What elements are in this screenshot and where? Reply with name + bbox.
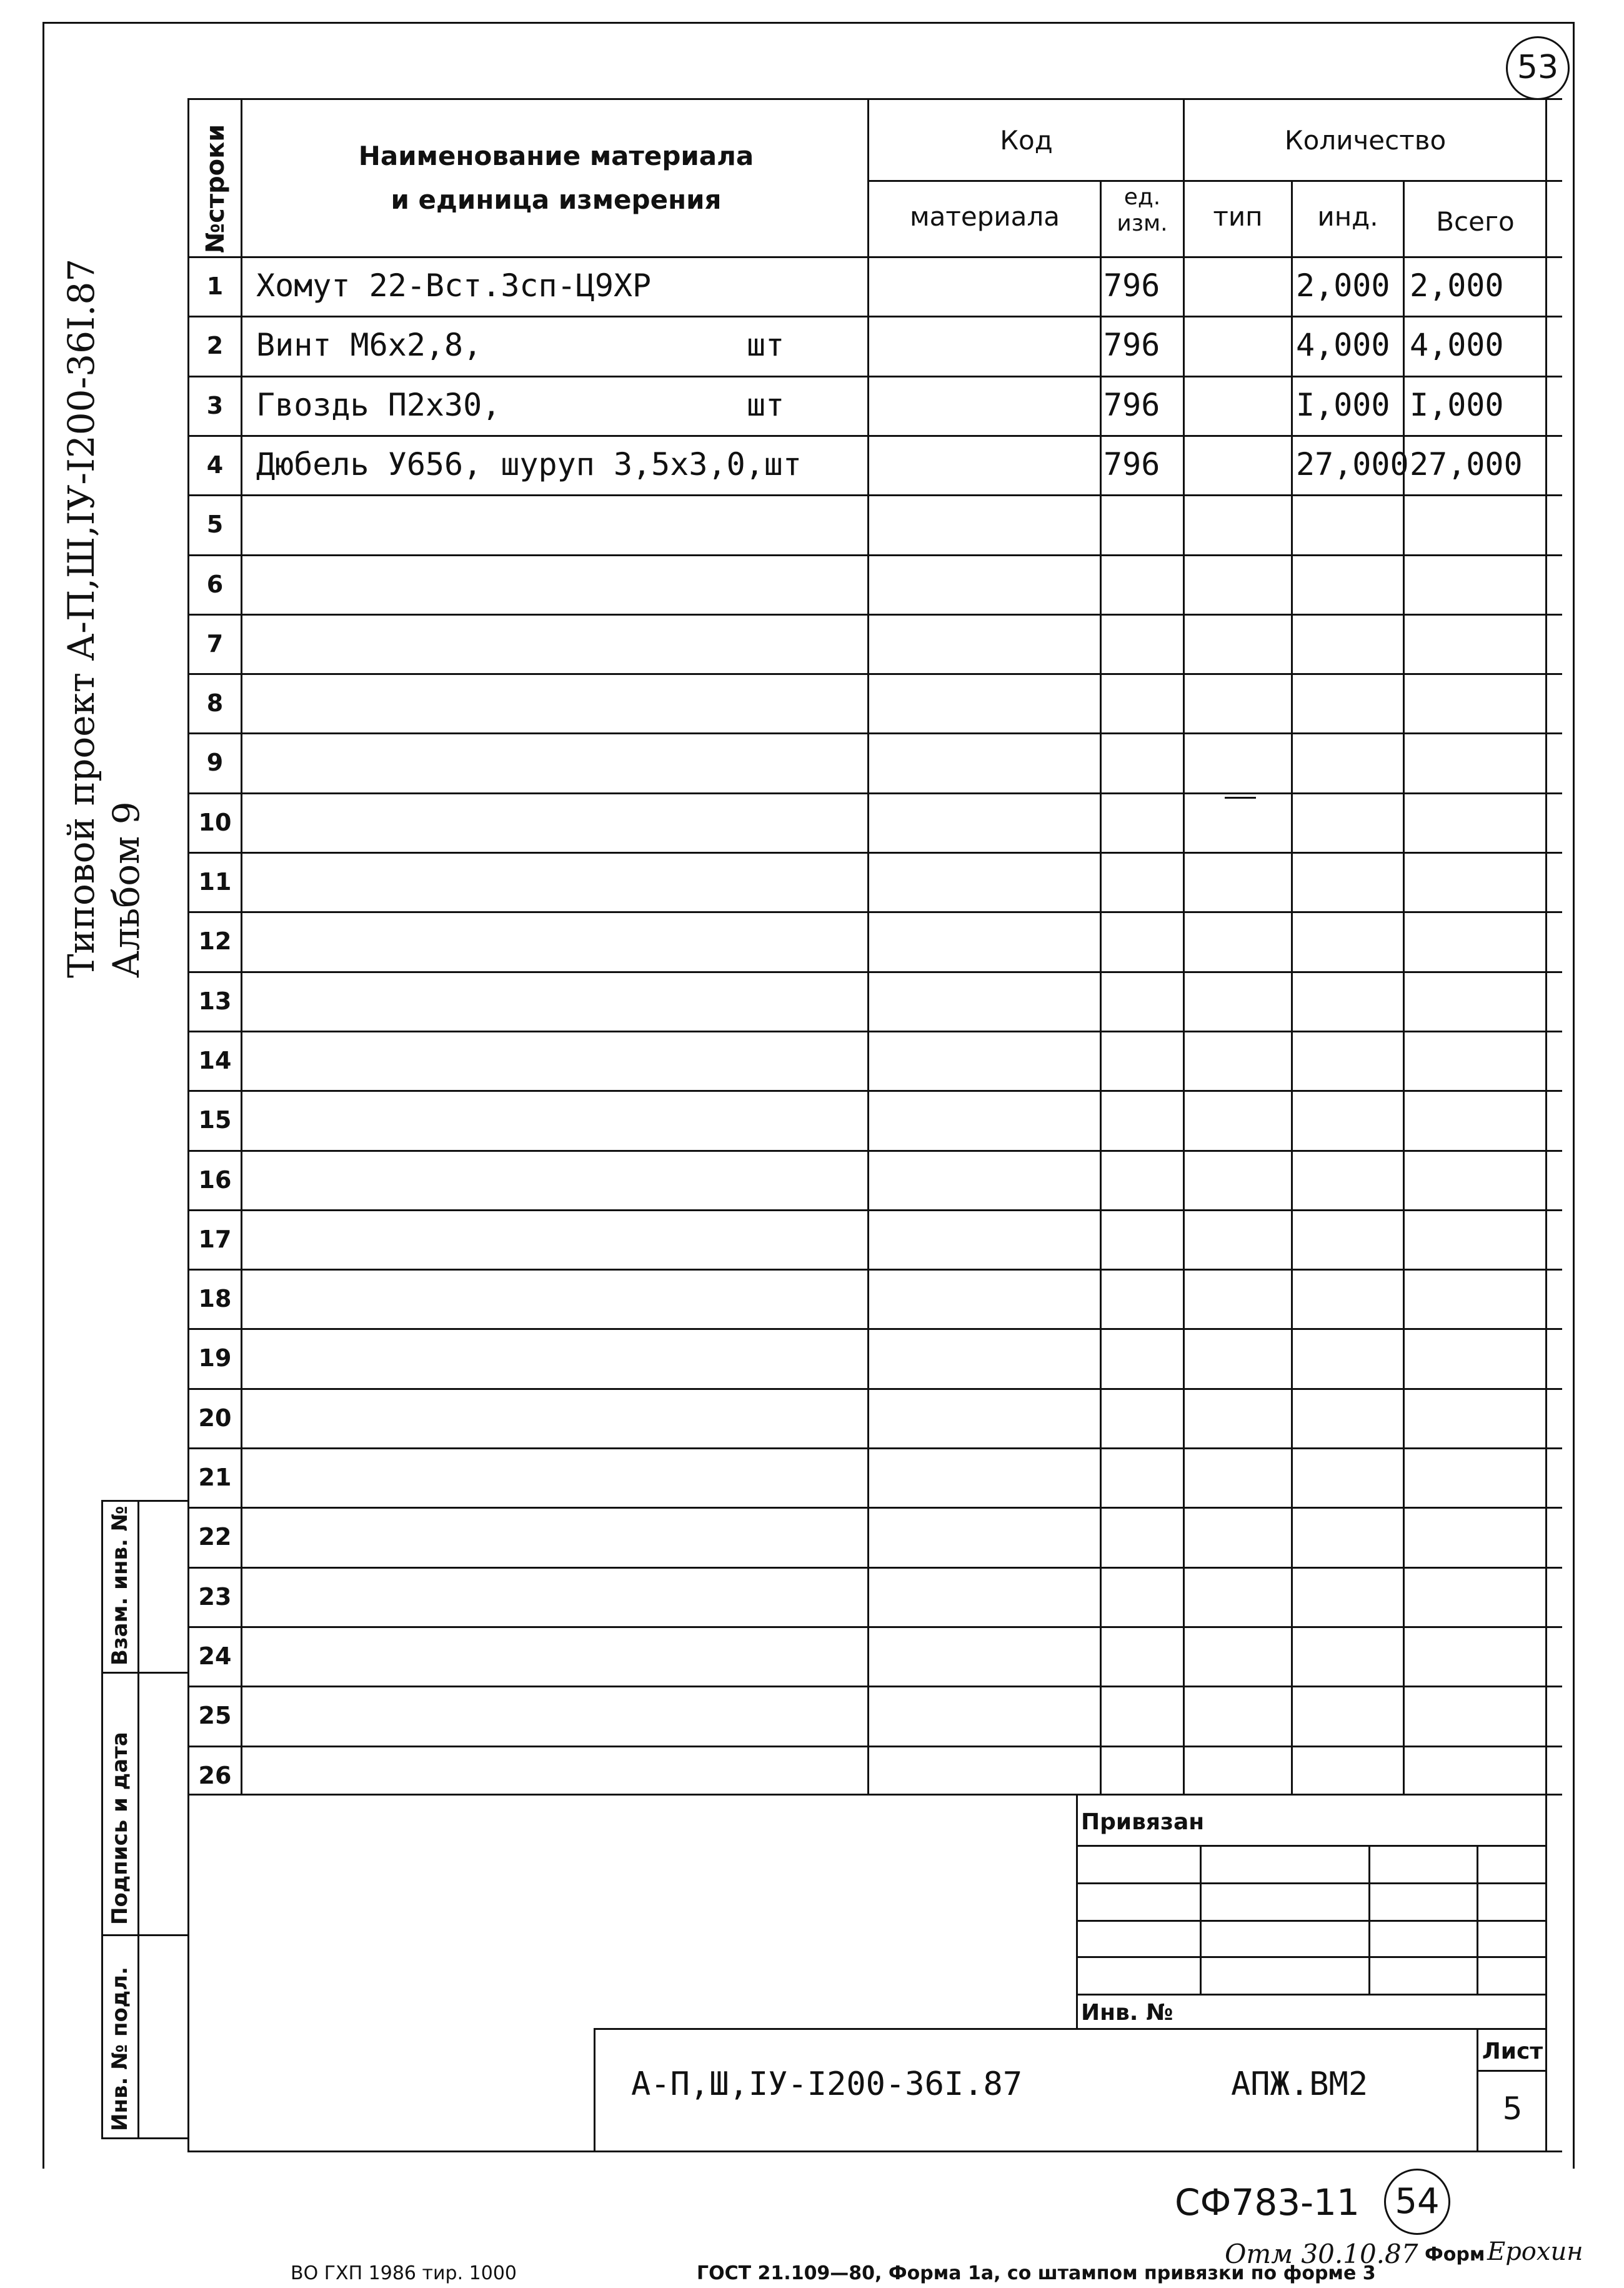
row-number: 9: [206, 749, 224, 777]
header-row-number: №строки: [201, 124, 230, 253]
qty-total: 4,000: [1410, 327, 1504, 364]
row-number: 12: [198, 927, 232, 956]
row-divider: [187, 1746, 1562, 1747]
row-divider: [187, 614, 1562, 616]
qty-total: 2,000: [1410, 267, 1504, 304]
unit-code: 796: [1103, 267, 1160, 304]
row-number: 4: [206, 451, 224, 479]
form-label: Форм: [1425, 2244, 1485, 2266]
row-divider: [187, 1150, 1562, 1152]
row-number: 13: [198, 987, 232, 1015]
stamp-designation: А-П,Ш,IУ-I200-36I.87: [631, 2066, 1023, 2103]
qty-ind: I,000: [1296, 386, 1390, 423]
row-number: 6: [206, 570, 224, 598]
row-number: 16: [198, 1166, 232, 1194]
header-quantity: Количество: [1284, 125, 1447, 156]
qty-ind: 4,000: [1296, 327, 1390, 364]
row-divider: [187, 1626, 1562, 1628]
header-unit: ед. изм.: [1117, 184, 1168, 236]
row-divider: [187, 1686, 1562, 1687]
header-code: Код: [1000, 125, 1053, 156]
row-number: 7: [206, 629, 224, 657]
row-number: 1: [206, 272, 224, 300]
header-name-line2: и единица измерения: [391, 184, 722, 215]
row-divider: [187, 316, 1562, 317]
unit-code: 796: [1103, 386, 1160, 423]
row-number: 25: [198, 1702, 232, 1730]
margin-podpis: Подпись и дата: [107, 1732, 132, 1925]
archive-number: СФ783-11: [1175, 2181, 1360, 2224]
material-uom: шт: [747, 327, 785, 364]
material-name: Хомут 22-Вст.3сп-Ц9ХР: [256, 267, 652, 304]
margin-vzam: Взам. инв. №: [107, 1506, 132, 1666]
row-divider: [187, 911, 1562, 913]
side-title: Типовой проект А-П,Ш,IУ-I200-36I.87: [60, 258, 102, 978]
stamp-sheet-label: Лист: [1482, 2039, 1543, 2064]
side-album: Альбом 9: [105, 801, 147, 978]
unit-code: 796: [1103, 446, 1160, 482]
row-divider: [187, 971, 1562, 973]
row-divider: [187, 1507, 1562, 1509]
material-name: Винт М6х2,8,: [256, 327, 482, 364]
stamp-sheet-number: 5: [1502, 2091, 1523, 2127]
frame-top: [42, 22, 1575, 24]
row-number: 19: [198, 1344, 232, 1372]
print-info: ВО ГХП 1986 тир. 1000: [291, 2262, 517, 2284]
row-divider: [187, 1269, 1562, 1271]
header-type: тип: [1213, 201, 1263, 232]
row-number: 8: [206, 689, 224, 717]
stamp-privyazan: Привязан: [1081, 1809, 1205, 1835]
row-divider: [187, 1447, 1562, 1449]
row-number: 24: [198, 1642, 232, 1670]
row-number: 10: [198, 808, 232, 836]
handwritten-mark: Отм 30.10.87: [1225, 2239, 1418, 2269]
row-divider: [187, 732, 1562, 734]
page-number: 53: [1517, 49, 1559, 86]
row-divider: [187, 1567, 1562, 1569]
row-number: 5: [206, 511, 224, 539]
row-number: 3: [206, 391, 224, 419]
stamp-inv-no: Инв. №: [1081, 2000, 1173, 2026]
row-divider: [187, 1209, 1562, 1211]
row-number: 15: [198, 1106, 232, 1134]
qty-ind: 27,000: [1296, 446, 1409, 482]
circled-number: 54: [1395, 2181, 1440, 2222]
header-material: материала: [909, 201, 1060, 232]
row-number: 2: [206, 332, 224, 360]
row-number: 14: [198, 1046, 232, 1074]
qty-total: 27,000: [1410, 446, 1523, 482]
row-divider: [187, 1328, 1562, 1330]
row-divider: [187, 494, 1562, 496]
row-divider: [187, 792, 1562, 794]
unit-code: 796: [1103, 327, 1160, 364]
row-divider: [187, 1031, 1562, 1032]
row-divider: [187, 435, 1562, 437]
row-number: 22: [198, 1523, 232, 1551]
row-divider: [187, 554, 1562, 556]
row-number: 20: [198, 1404, 232, 1432]
row-number: 26: [198, 1761, 232, 1789]
row-number: 21: [198, 1464, 232, 1491]
row-divider: [187, 376, 1562, 377]
row-divider: [187, 1388, 1562, 1390]
header-name-line1: Наименование материала: [358, 141, 754, 171]
header-ind: инд.: [1317, 201, 1378, 232]
signature: Ерохин: [1487, 2237, 1583, 2266]
row-number: 23: [198, 1582, 232, 1611]
frame-right: [1573, 22, 1575, 2169]
gost-note: ГОСТ 21.109—80, Форма 1а, со штампом привязки по форме 3: [697, 2262, 1376, 2284]
row-number: 18: [198, 1285, 232, 1313]
qty-total: I,000: [1410, 386, 1504, 423]
row-divider: [187, 673, 1562, 675]
frame-left: [42, 22, 44, 2169]
qty-ind: 2,000: [1296, 267, 1390, 304]
material-name: Гвоздь П2х30,: [256, 386, 501, 423]
stamp-code: АПЖ.ВМ2: [1231, 2066, 1368, 2103]
material-name: Дюбель У656, шуруп 3,5х3,0,шт: [256, 446, 802, 482]
row-divider: [187, 852, 1562, 854]
row-number: 11: [198, 868, 232, 896]
margin-inv-podl: Инв. № подл.: [107, 1966, 132, 2131]
row-number: 17: [198, 1225, 232, 1253]
header-total: Всего: [1436, 206, 1515, 237]
material-uom: шт: [747, 386, 785, 423]
row-divider: [187, 1090, 1562, 1092]
